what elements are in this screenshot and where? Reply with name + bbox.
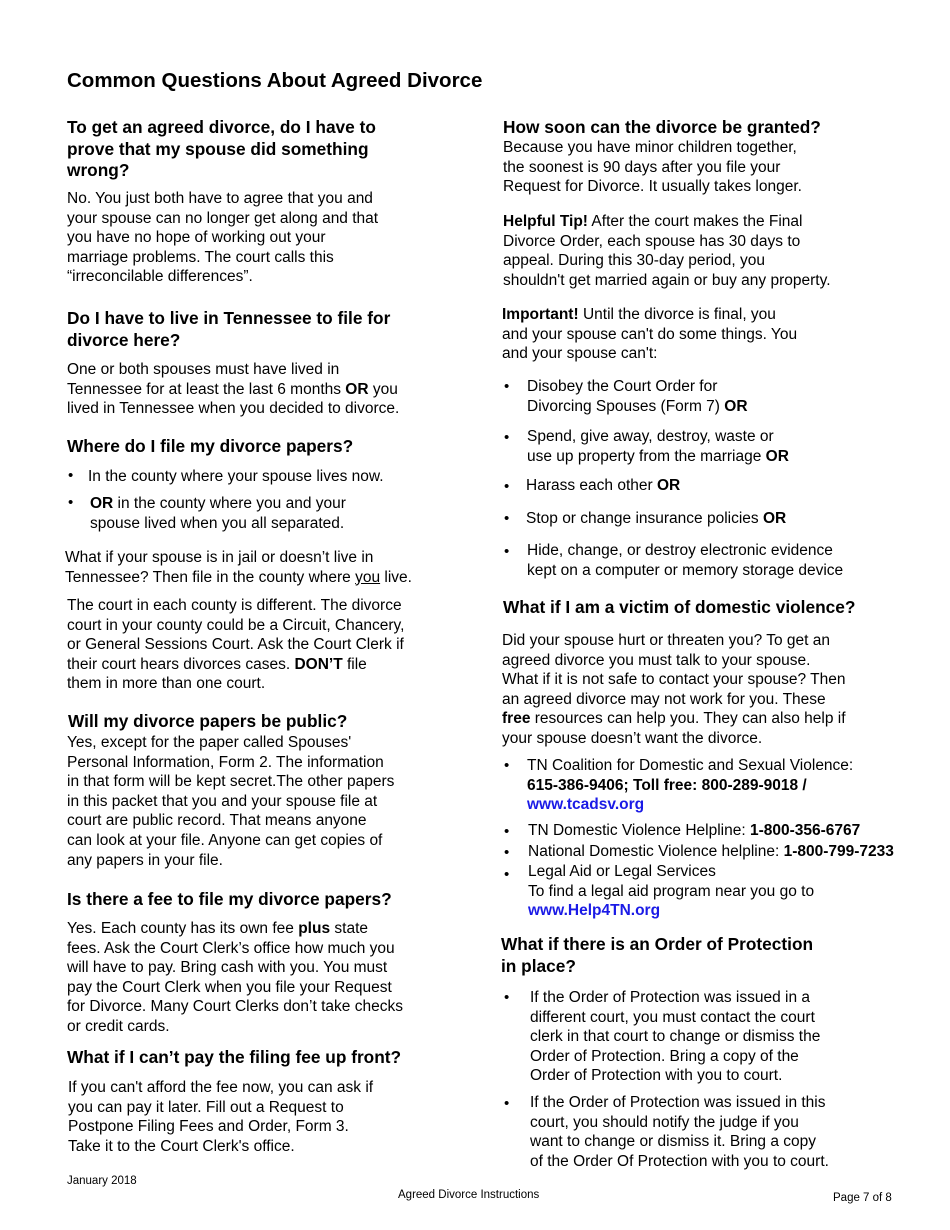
resource-tn-helpline: TN Domestic Violence Helpline: 1-800-356-6767 bbox=[528, 822, 861, 839]
q7-answer: Because you have minor children together, the soonest is 90 days after you file your Request for Divorce. It usually takes longer. bbox=[503, 139, 802, 196]
q4-heading: Will my divorce papers be public? bbox=[68, 711, 348, 731]
q2-answer: One or both spouses must have lived in Tennessee for at least the last 6 months OR you lived in Tennessee when you decided to divorce. bbox=[67, 361, 400, 418]
bullet-icon: • bbox=[504, 823, 510, 840]
bullet-icon: • bbox=[504, 510, 510, 527]
footer-page-number: Page 7 of 8 bbox=[833, 1192, 892, 1204]
q6-answer: If you can't afford the fee now, you can ask if you can pay it later. Fill out a Request to Postpone Filing Fees and Order, Form 3. Take it to the Court Clerk's office. bbox=[68, 1079, 374, 1155]
q6-heading: What if I can’t pay the filing fee up front? bbox=[67, 1047, 402, 1067]
bullet-icon: • bbox=[68, 467, 74, 484]
protection-bullet-1: If the Order of Protection was issued in a different court, you must contact the court clerk in that court to change or dismiss the Order of Protection. Bring a copy of the Order of Protection with you to court. bbox=[530, 989, 821, 1085]
q5-heading: Is there a fee to file my divorce papers? bbox=[67, 889, 392, 909]
restriction-3: Harass each other OR bbox=[526, 477, 681, 494]
q1-heading: To get an agreed divorce, do I have to prove that my spouse did something wrong? bbox=[67, 117, 376, 180]
q3-court-note: The court in each county is different. The divorce court in your county could be a Circuit, Chancery, or General Sessions Court. Ask the Court Clerk if their court hears divorces cases. DON’T file them in more than one court. bbox=[67, 597, 405, 693]
resource-tcadsv: TN Coalition for Domestic and Sexual Violence: 615-386-9406; Toll free: 800-289-9018 / www.tcadsv.org bbox=[527, 757, 854, 814]
bullet-icon: • bbox=[504, 478, 510, 495]
q8-heading: What if I am a victim of domestic violence? bbox=[503, 597, 856, 617]
q9-heading: What if there is an Order of Protection in place? bbox=[501, 934, 814, 976]
q4-answer: Yes, except for the paper called Spouses' Personal Information, Form 2. The information in that form will be kept secret.The other papers in this packet that you and your spouse file at court are public record. That means anyone can look at your file. Anyone can get copies of any papers in your file. bbox=[67, 734, 395, 869]
resource-legal-aid: Legal Aid or Legal Services To find a legal aid program near you go to www.Help4TN.org bbox=[528, 863, 815, 920]
q2-heading: Do I have to live in Tennessee to file for divorce here? bbox=[67, 308, 391, 350]
bullet-icon: • bbox=[504, 757, 510, 774]
tcadsv-link[interactable]: www.tcadsv.org bbox=[527, 796, 645, 814]
restriction-5: Hide, change, or destroy electronic evidence kept on a computer or memory storage device bbox=[527, 542, 844, 579]
q3-bullet-1: In the county where your spouse lives now. bbox=[88, 468, 384, 485]
q8-answer: Did your spouse hurt or threaten you? To get an agreed divorce you must talk to your spouse. What if it is not safe to contact your spouse? Then an agreed divorce may not work for you. These free resources can help you. They can also help if your spouse doesn’t want the divorce. bbox=[502, 632, 846, 747]
bullet-icon: • bbox=[504, 429, 510, 446]
bullet-icon: • bbox=[504, 543, 510, 560]
q3-heading: Where do I file my divorce papers? bbox=[67, 436, 354, 456]
q7-important: Important! Until the divorce is final, you and your spouse can't do some things. You and your spouse can't: bbox=[502, 306, 798, 363]
bullet-icon: • bbox=[504, 866, 510, 883]
footer-title: Agreed Divorce Instructions bbox=[398, 1189, 540, 1201]
q1-answer: No. You just both have to agree that you and your spouse can no longer get along and that you have no hope of working out your marriage problems. The court calls this “irreconcilable differences”. bbox=[67, 190, 379, 286]
restriction-2: Spend, give away, destroy, waste or use up property from the marriage OR bbox=[527, 428, 789, 465]
restriction-4: Stop or change insurance policies OR bbox=[526, 510, 787, 527]
bullet-icon: • bbox=[504, 1095, 510, 1112]
bullet-icon: • bbox=[504, 989, 510, 1006]
bullet-icon: • bbox=[504, 378, 510, 395]
q7-heading: How soon can the divorce be granted? bbox=[503, 117, 821, 137]
q3-bullet-2: OR in the county where you and your spouse lived when you all separated. bbox=[90, 495, 346, 532]
bullet-icon: • bbox=[504, 844, 510, 861]
footer-date: January 2018 bbox=[67, 1175, 137, 1187]
q7-helpful-tip: Helpful Tip! After the court makes the Final Divorce Order, each spouse has 30 days to appeal. During this 30-day period, you shouldn't get married again or buy any property. bbox=[503, 213, 831, 289]
page-title: Common Questions About Agreed Divorce bbox=[67, 69, 483, 92]
q3-jail-note: What if your spouse is in jail or doesn’t live in Tennessee? Then file in the county where you live. bbox=[65, 549, 412, 586]
protection-bullet-2: If the Order of Protection was issued in this court, you should notify the judge if you want to change or dismiss it. Bring a copy of the Order Of Protection with you to court. bbox=[530, 1094, 829, 1170]
q5-answer: Yes. Each county has its own fee plus state fees. Ask the Court Clerk’s office how much you will have to pay. Bring cash with you. You must pay the Court Clerk when you file your Request for Divorce. Many Court Clerks don’t take checks or credit cards. bbox=[67, 920, 403, 1035]
bullet-icon: • bbox=[68, 494, 74, 511]
help4tn-link[interactable]: www.Help4TN.org bbox=[528, 902, 661, 920]
resource-national-helpline: National Domestic Violence helpline: 1-800-799-7233 bbox=[528, 843, 894, 860]
restriction-1: Disobey the Court Order for Divorcing Spouses (Form 7) OR bbox=[527, 378, 748, 415]
